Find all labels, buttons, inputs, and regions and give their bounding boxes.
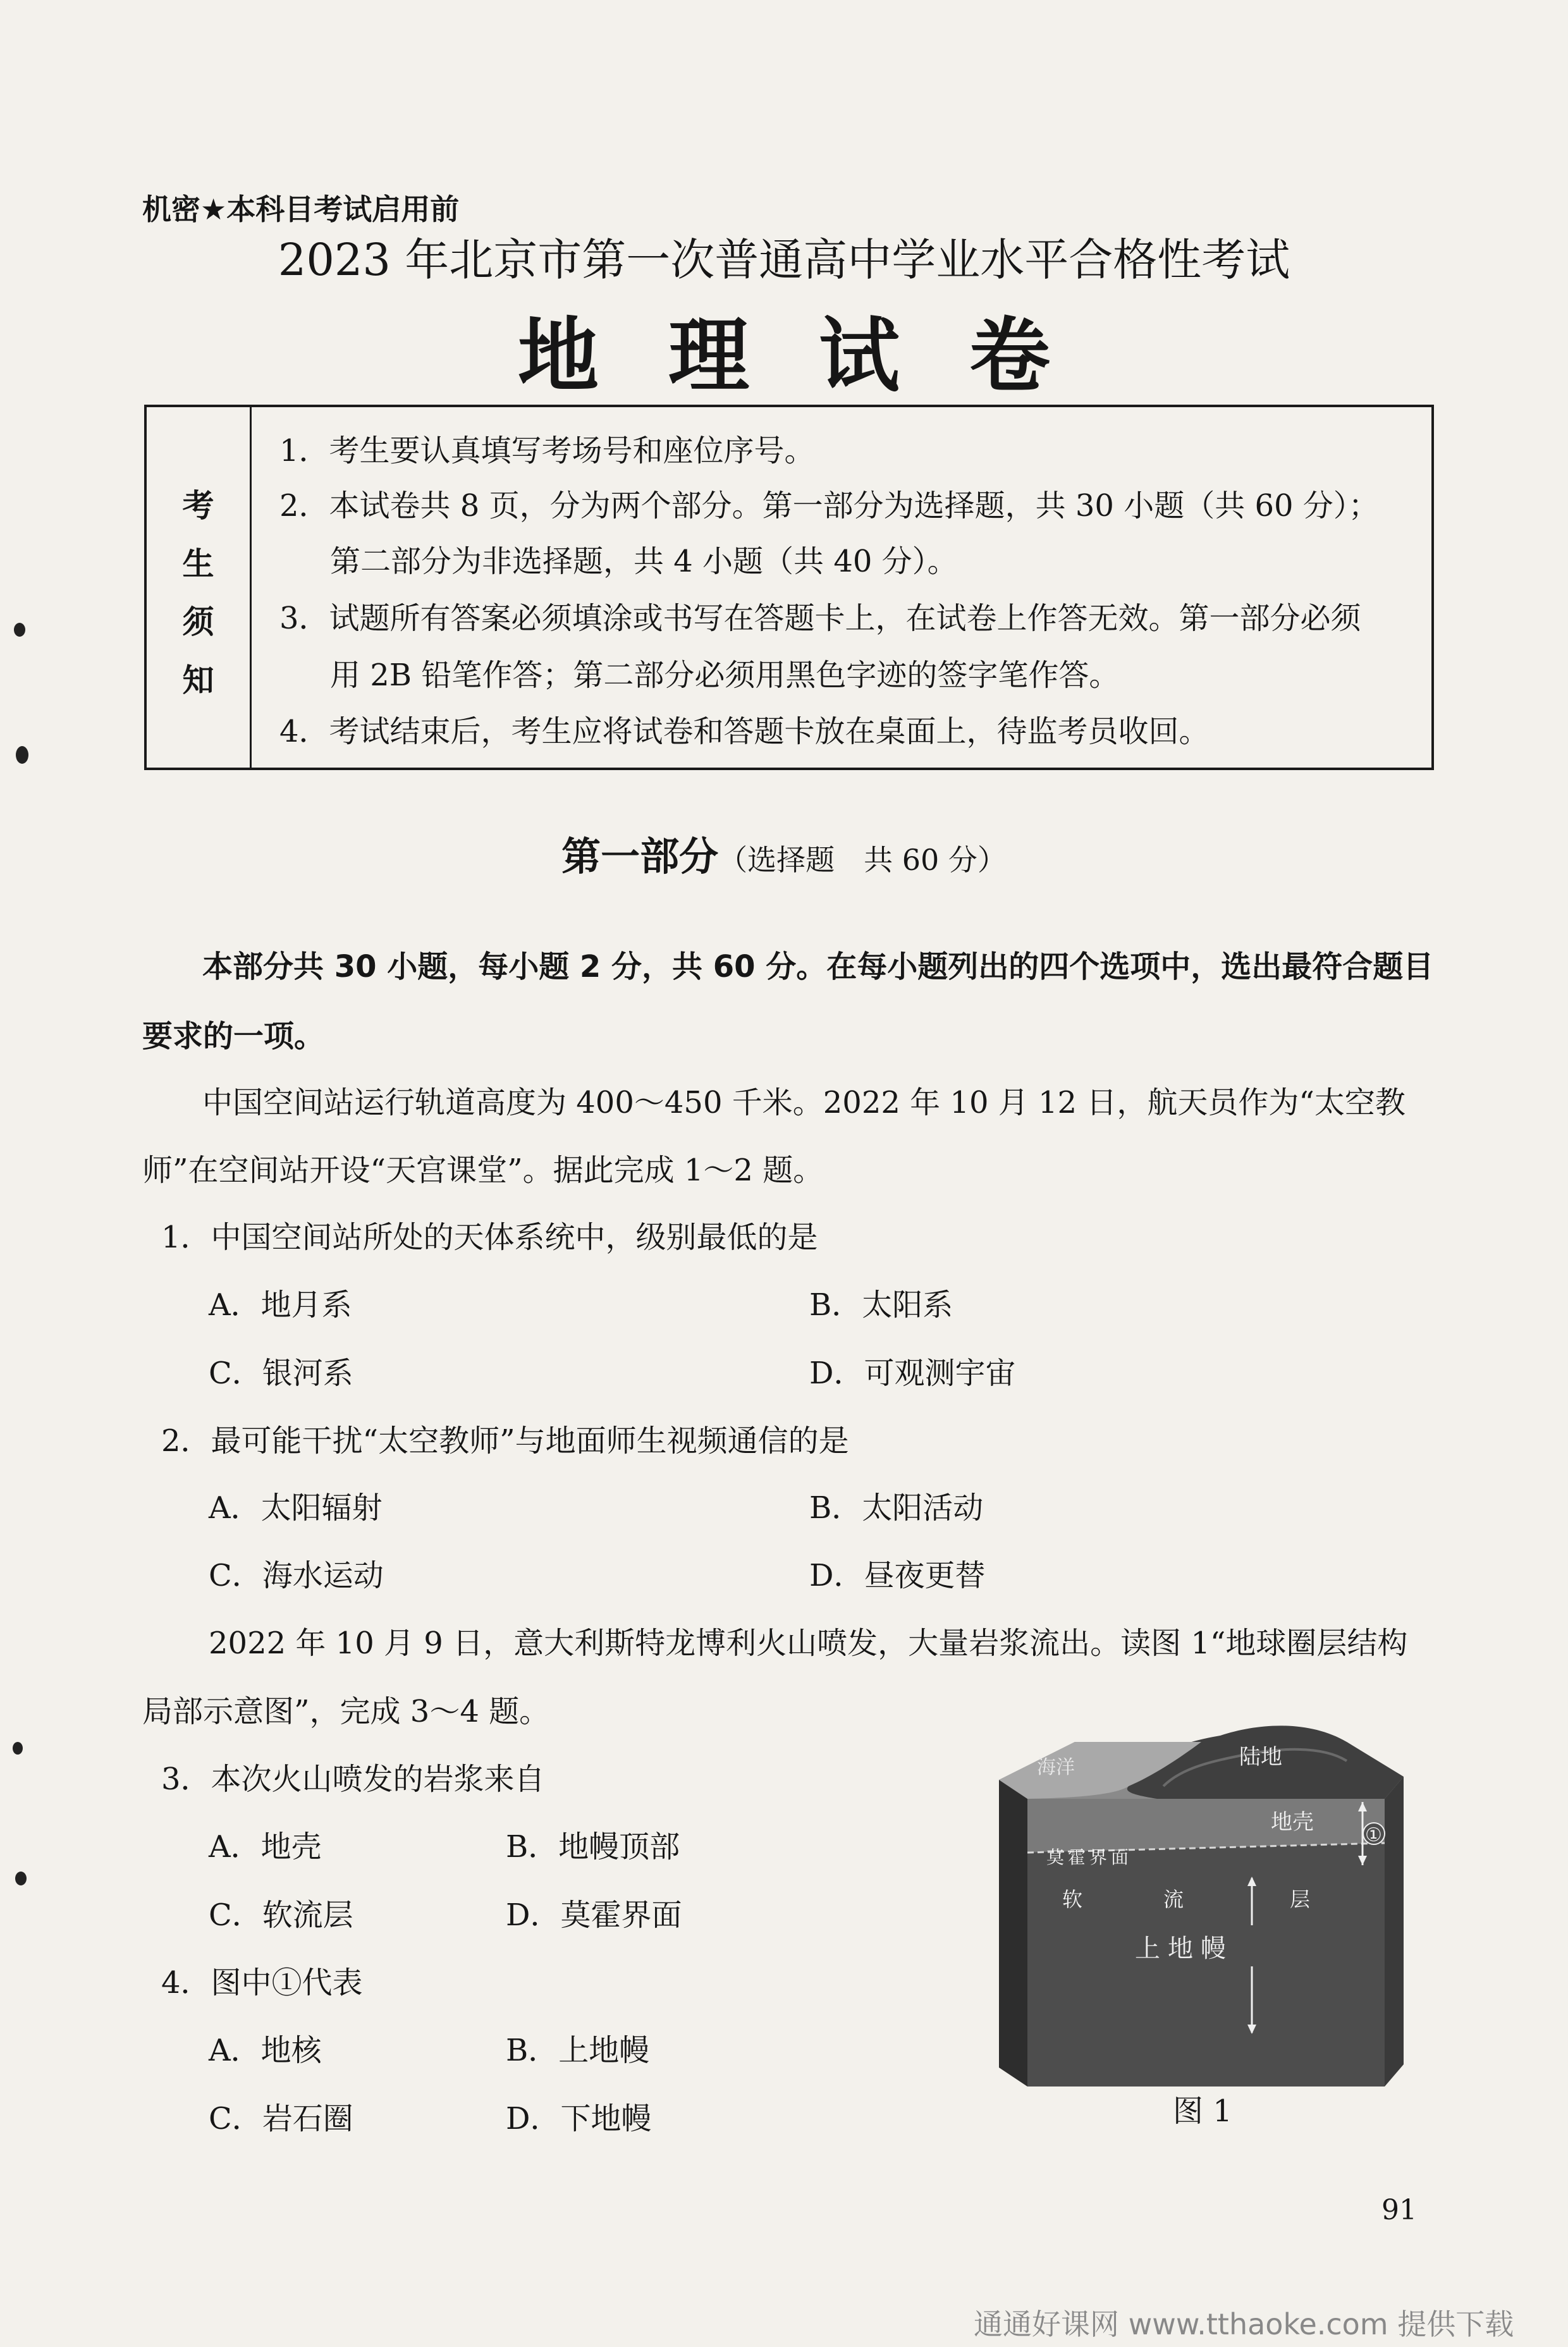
question-3-option-d: D．莫霍界面 [506,1897,682,1933]
question-4-option-b: B．上地幔 [506,2033,650,2068]
moho-label: 莫霍界面 [1046,1847,1133,1868]
asthenosphere-label-3: 层 [1290,1887,1311,1911]
question-1-stem: 1．中国空间站所处的天体系统中，级别最低的是 [161,1220,818,1255]
margin-mark [16,746,28,764]
question-2-option-c: C．海水运动 [209,1558,384,1593]
question-3-option-b: B．地幔顶部 [506,1829,680,1865]
question-4-stem: 4．图中①代表 [161,1965,363,2001]
passage-1-line-2: 师”在空间站开设“天宫课堂”。据此完成 1～2 题。 [142,1153,824,1188]
question-2-option-d: D．昼夜更替 [809,1558,986,1593]
question-4-option-c: C．岩石圈 [209,2101,353,2136]
upper-mantle-label: 上地幔 [1135,1934,1234,1963]
passage-1-line-1: 中国空间站运行轨道高度为 400～450 千米。2022 年 10 月 12 日，航天员作为“太空教 [202,1085,1406,1120]
asthenosphere-label-1: 软 [1062,1887,1083,1911]
notice-line-3: 第二部分为非选择题，共 4 小题（共 40 分）。 [330,544,958,579]
figure-caption: 图 1 [1173,2093,1232,2129]
crust-label: 地壳 [1271,1810,1314,1835]
section-subtitle: （选择题 共 60 分） [718,843,1007,877]
margin-mark [13,1742,23,1755]
notice-line-6: 4．考试结束后，考生应将试卷和答题卡放在桌面上，待监考员收回。 [279,714,1210,749]
footer-watermark: 通通好课网 www.tthaoke.com 提供下载 [974,2307,1514,2341]
section-instructions-cont: 要求的一项。 [142,1019,325,1054]
question-3-option-c: C．软流层 [209,1897,353,1933]
question-1-option-c: C．银河系 [209,1356,353,1391]
asthenosphere-label-2: 流 [1163,1887,1184,1911]
notice-line-2: 2．本试卷共 8 页，分为两个部分。第一部分为选择题，共 30 小题（共 60 分）； [279,488,1379,524]
notice-label-char: 须 [182,603,214,640]
passage-2-line-1: 2022 年 10 月 9 日，意大利斯特龙博利火山喷发，大量岩浆流出。读图 1“地球圈层结构 [209,1626,1408,1661]
exam-title: 2023 年北京市第一次普通高中学业水平合格性考试 [278,234,1290,286]
question-1-option-b: B．太阳系 [809,1287,953,1323]
margin-mark [15,1872,27,1885]
passage-2-line-2: 局部示意图”，完成 3～4 题。 [142,1694,550,1729]
section-instructions: 本部分共 30 小题，每小题 2 分，共 60 分。在每小题列出的四个选项中，选出最符合题目 [202,949,1434,984]
question-2-option-b: B．太阳活动 [809,1490,984,1526]
question-2-stem: 2．最可能干扰“太空教师”与地面师生视频通信的是 [161,1423,849,1459]
question-1-option-d: D．可观测宇宙 [809,1356,1016,1391]
notice-label-cell [147,407,252,768]
block-side-face [999,1780,1027,2087]
notice-line-5: 用 2B 铅笔作答；第二部分必须用黑色字迹的签字笔作答。 [330,658,1120,693]
subject-title: 地理试卷 [517,309,1120,403]
margin-mark [14,623,25,637]
notice-label-char: 考 [182,487,214,524]
question-4-option-a: A．地核 [209,2033,322,2068]
notice-box [144,405,1434,770]
page-number: 91 [1381,2194,1417,2226]
notice-label-char: 生 [182,545,214,582]
section-title: 第一部分 [561,833,719,879]
ocean-label: 海洋 [1037,1756,1075,1779]
confidential-notice: 机密★本科目考试启用前 [142,192,460,226]
earth-layers-diagram [993,1717,1416,2109]
notice-line-1: 1．考生要认真填写考场号和座位序号。 [279,433,815,469]
marker-label: ① [1365,1824,1382,1846]
question-4-option-d: D．下地幔 [506,2101,652,2136]
notice-line-4: 3．试题所有答案必须填涂或书写在答题卡上，在试卷上作答无效。第一部分必须 [279,601,1361,636]
section-heading [0,825,1568,881]
land-label: 陆地 [1239,1744,1282,1770]
question-3-option-a: A．地壳 [209,1829,322,1865]
question-1-option-a: A．地月系 [209,1287,352,1323]
question-2-option-a: A．太阳辐射 [209,1490,383,1526]
notice-label-char: 知 [182,661,214,699]
question-3-stem: 3．本次火山喷发的岩浆来自 [161,1762,545,1797]
notice-label [147,477,250,709]
